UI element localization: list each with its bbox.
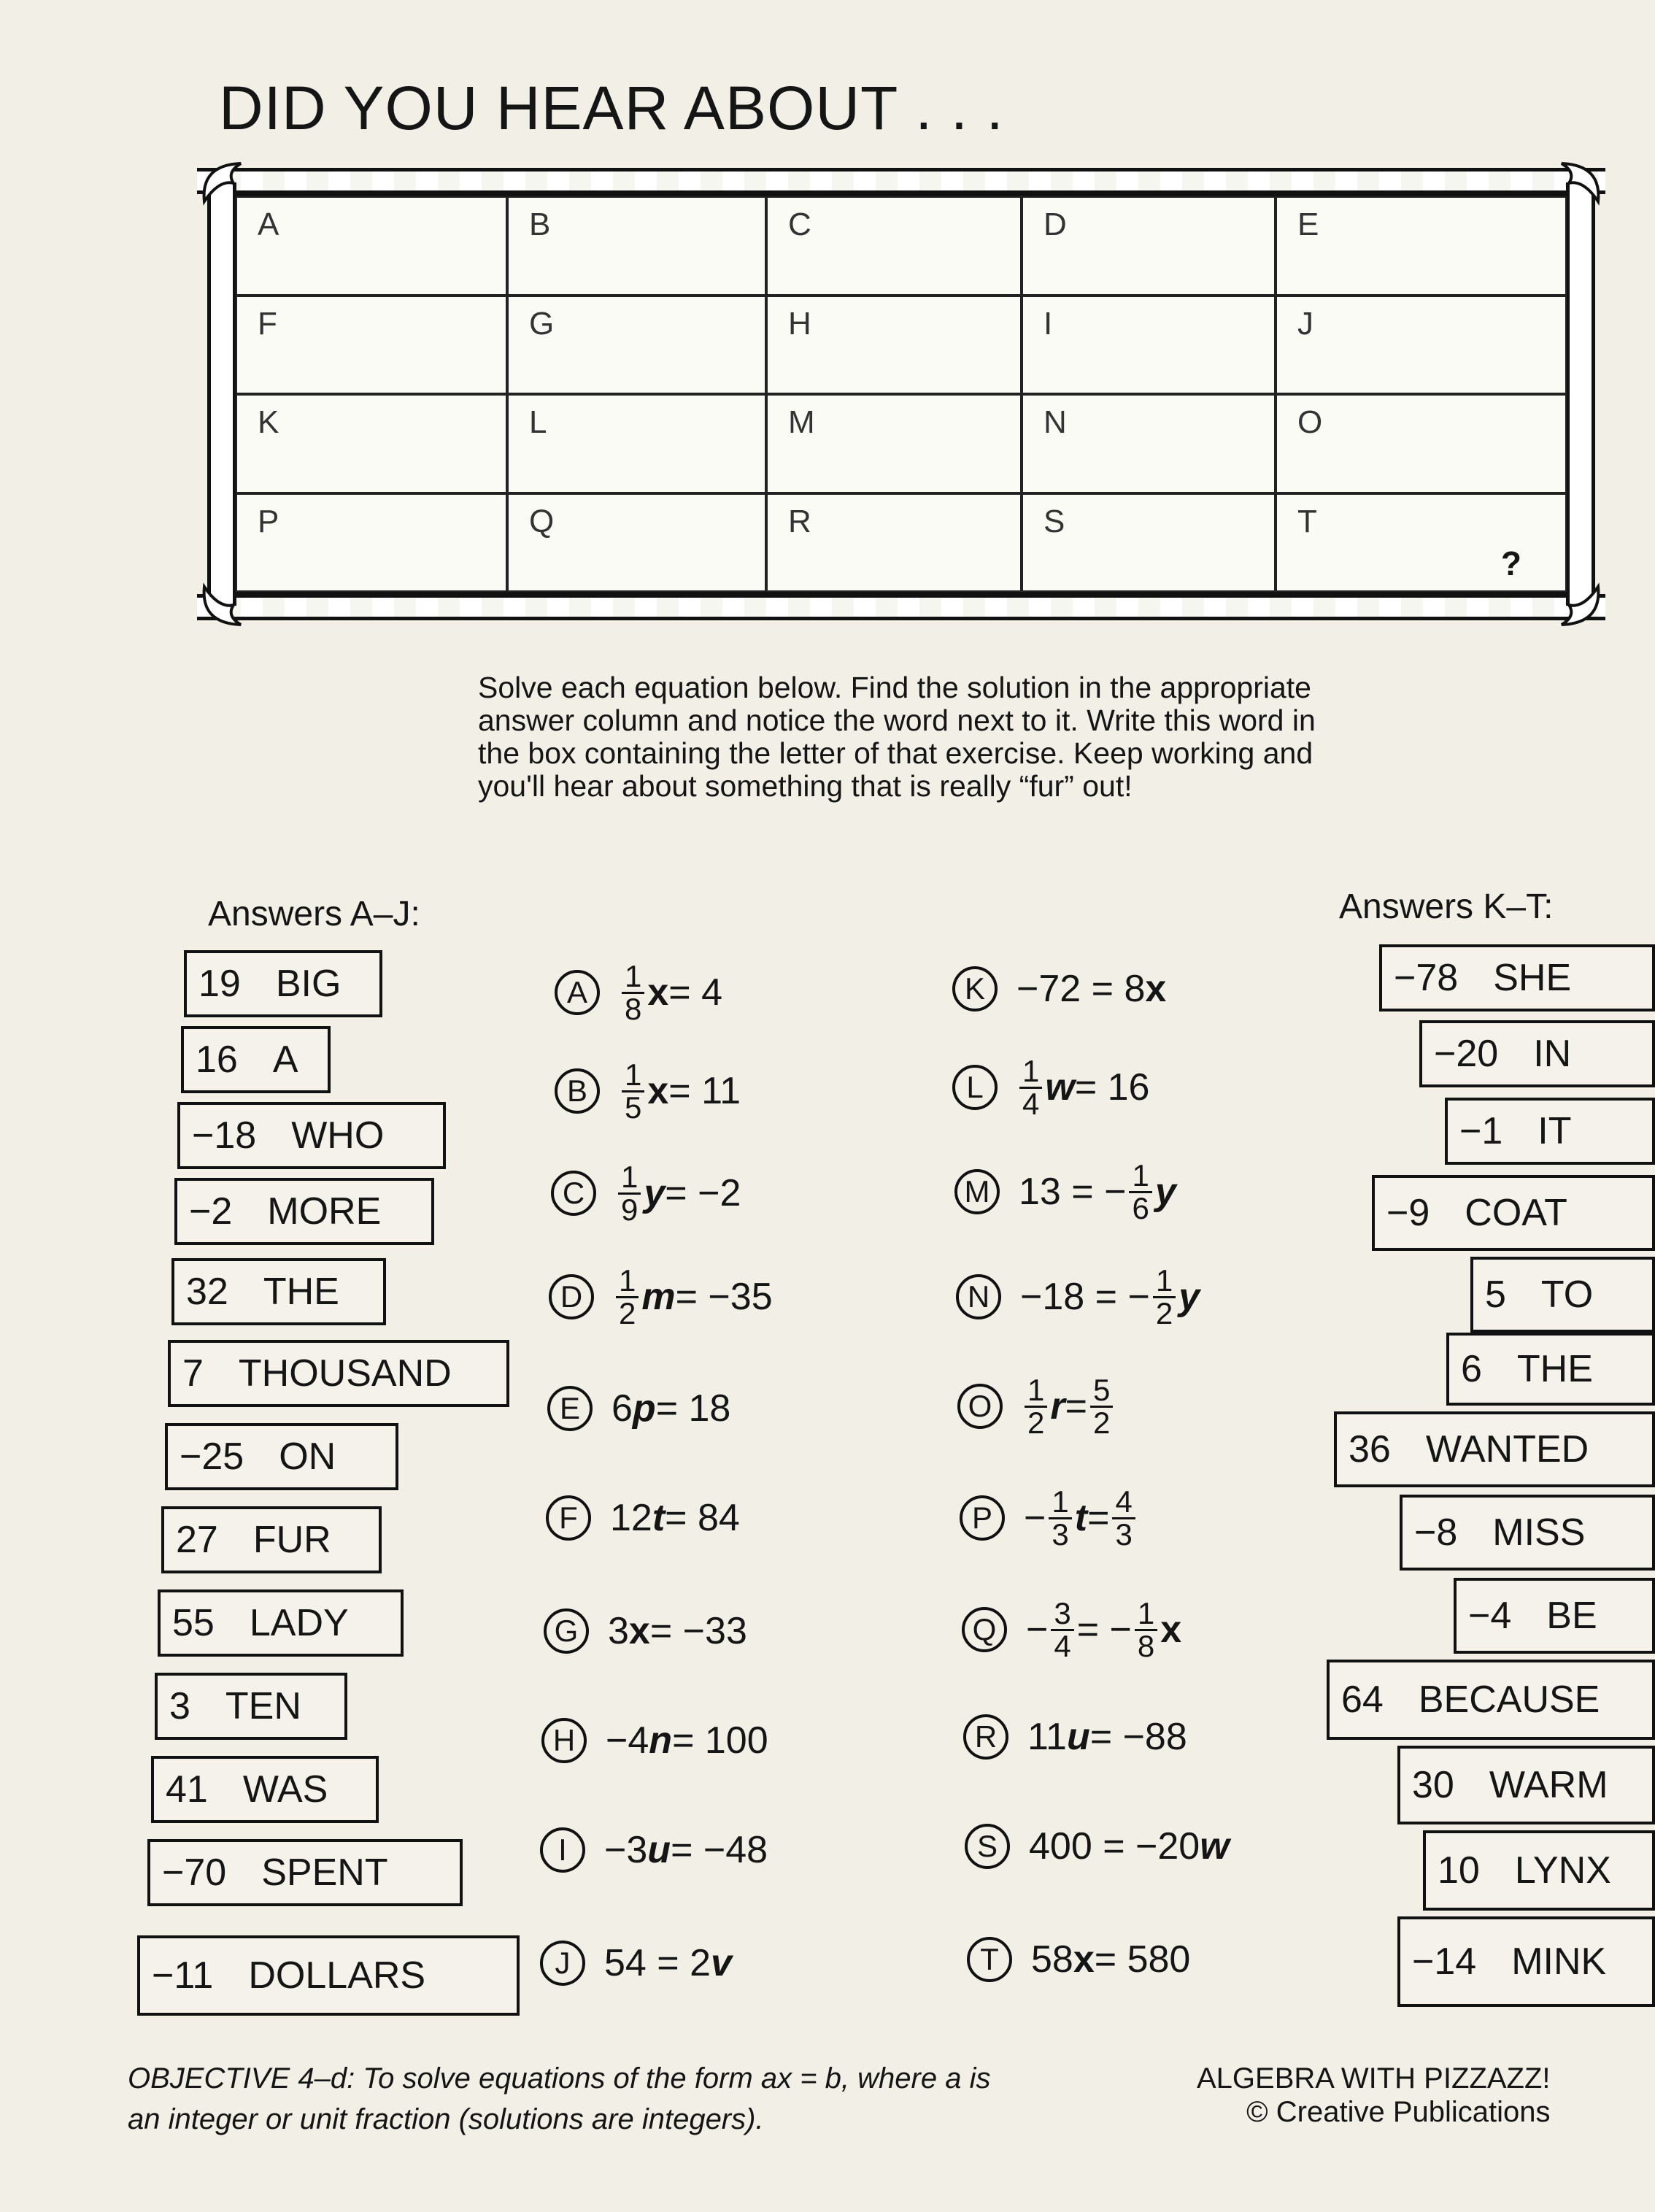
exercise-letter-badge: G — [544, 1608, 589, 1654]
equation-lhs: −18 = − — [1020, 1276, 1150, 1318]
variable: u — [1066, 1716, 1090, 1758]
numerator: 1 — [1025, 1375, 1047, 1408]
variable: n — [649, 1719, 673, 1762]
variable: y — [644, 1172, 666, 1214]
answer-box-a[interactable] — [236, 196, 507, 296]
answer-box-m[interactable] — [766, 394, 1022, 493]
answer-word: SPENT — [261, 1851, 388, 1894]
answer-option — [155, 1673, 347, 1740]
denominator: 2 — [1027, 1405, 1045, 1440]
exercise-letter-badge: L — [952, 1065, 998, 1110]
answer-word: LYNX — [1514, 1849, 1611, 1892]
equation-p — [960, 1478, 1138, 1558]
equation-rhs: = −33 — [649, 1610, 747, 1652]
answer-word: WHO — [291, 1114, 385, 1157]
numerator: 5 — [1090, 1375, 1113, 1408]
box-letter: C — [788, 207, 811, 242]
publisher-title: ALGEBRA WITH PIZZAZZ! — [1197, 2062, 1551, 2095]
fraction — [1129, 1157, 1151, 1225]
answer-scroll-frame — [197, 168, 1605, 620]
answer-box-o[interactable] — [1276, 394, 1567, 493]
answer-word: WAS — [242, 1768, 328, 1811]
numerator: 1 — [618, 1162, 641, 1195]
variable: x — [628, 1610, 650, 1652]
fraction — [1153, 1265, 1176, 1329]
exercise-letter-badge: O — [957, 1384, 1003, 1429]
equation-lhs: 54 = 2 — [604, 1942, 711, 1984]
numerator: 1 — [622, 961, 644, 994]
answer-box-k[interactable] — [236, 394, 507, 493]
answer-option — [184, 950, 382, 1017]
answer-option — [1400, 1495, 1655, 1571]
denominator: 9 — [621, 1192, 639, 1227]
question-mark: ? — [1500, 544, 1521, 582]
equation-rhs: = −2 — [665, 1172, 741, 1214]
answer-word: LADY — [249, 1602, 349, 1644]
answer-word: IN — [1533, 1033, 1572, 1075]
box-letter: B — [529, 207, 551, 242]
equation-rhs: = 18 — [655, 1387, 731, 1430]
answer-word: TEN — [225, 1685, 301, 1727]
answer-option — [171, 1258, 386, 1325]
equation-o — [957, 1366, 1116, 1446]
numerator: 1 — [1129, 1160, 1151, 1193]
answer-option — [1446, 1333, 1655, 1406]
equation-lhs: 58 — [1031, 1938, 1073, 1981]
equation-d — [549, 1257, 773, 1337]
answer-box-p[interactable] — [236, 493, 507, 593]
variable: x — [1145, 968, 1167, 1010]
scroll-left-post — [207, 182, 236, 606]
exercise-letter-badge: Q — [962, 1607, 1007, 1652]
answer-number: −8 — [1414, 1511, 1458, 1554]
denominator: 4 — [1022, 1086, 1040, 1121]
answer-option — [168, 1340, 509, 1407]
equation-lhs: 11 — [1027, 1716, 1067, 1758]
answer-number: −1 — [1459, 1110, 1503, 1152]
answers-right-heading: Answers K–T: — [1339, 887, 1554, 926]
answer-option — [174, 1178, 434, 1245]
answer-box-n[interactable] — [1022, 394, 1276, 493]
equals-sign: = − — [1076, 1608, 1132, 1651]
answer-number: −18 — [192, 1114, 257, 1157]
answer-number: 19 — [198, 963, 241, 1005]
answer-number: 30 — [1412, 1764, 1454, 1806]
answer-word: A — [272, 1038, 298, 1081]
scroll-top-bar — [197, 168, 1605, 194]
variable: t — [1074, 1497, 1088, 1539]
answer-number: 6 — [1461, 1348, 1482, 1390]
box-letter: E — [1297, 207, 1319, 242]
fraction — [622, 958, 644, 1026]
objective-line: an integer or unit fraction (solutions are integers). — [128, 2103, 764, 2135]
answer-option — [147, 1839, 463, 1906]
answer-number: 55 — [172, 1602, 215, 1644]
numerator: 1 — [1153, 1265, 1176, 1298]
answer-word: DOLLARS — [248, 1954, 426, 1997]
numerator: 1 — [1019, 1056, 1042, 1089]
exercise-letter-badge: B — [555, 1068, 600, 1114]
equation-rhs: = −48 — [671, 1829, 768, 1871]
answer-word: THE — [1516, 1348, 1593, 1390]
denominator: 2 — [619, 1295, 636, 1330]
answer-number: 3 — [169, 1685, 190, 1727]
answer-number: −9 — [1386, 1192, 1430, 1234]
denominator: 5 — [625, 1090, 642, 1125]
exercise-letter-badge: I — [540, 1827, 585, 1873]
equation-lhs: 6 — [612, 1387, 633, 1430]
answer-word: TO — [1540, 1273, 1594, 1316]
answer-option — [181, 1026, 331, 1093]
exercise-letter-badge: T — [967, 1937, 1012, 1982]
equation-i — [540, 1810, 768, 1890]
box-letter: G — [529, 305, 555, 342]
variable: t — [652, 1497, 666, 1539]
answer-box-i[interactable] — [1022, 296, 1276, 395]
exercise-letter-badge: A — [555, 970, 600, 1015]
denominator: 8 — [625, 991, 642, 1026]
answer-word: SHE — [1493, 957, 1572, 999]
answer-box-f[interactable] — [236, 296, 507, 395]
denominator: 3 — [1052, 1517, 1069, 1552]
equation-rhs: = 84 — [665, 1497, 740, 1539]
box-letter: O — [1297, 404, 1323, 440]
equation-k — [952, 949, 1166, 1029]
answer-number: −20 — [1434, 1033, 1499, 1075]
exercise-letter-badge: R — [963, 1714, 1008, 1760]
equation-lhs: −3 — [604, 1829, 648, 1871]
box-letter: F — [258, 305, 277, 342]
equation-lhs: 400 = −20 — [1029, 1825, 1200, 1868]
answer-number: 10 — [1438, 1849, 1480, 1892]
box-letter: I — [1043, 305, 1053, 342]
answer-box-l[interactable] — [507, 394, 766, 493]
exercise-letter-badge: C — [551, 1171, 596, 1216]
numerator: 1 — [1135, 1598, 1157, 1631]
answer-option — [1454, 1578, 1655, 1654]
answer-option — [1423, 1830, 1655, 1911]
publisher-copyright: © Creative Publications — [1246, 2096, 1551, 2128]
objective-text — [128, 2058, 990, 2140]
answer-box-q[interactable] — [507, 493, 766, 593]
answer-box-r[interactable] — [766, 493, 1022, 593]
answer-option — [1334, 1411, 1655, 1487]
fraction — [1049, 1484, 1071, 1552]
equals-sign: = — [1087, 1497, 1110, 1539]
answer-option — [1419, 1020, 1655, 1087]
equation-h — [541, 1700, 768, 1781]
answer-word: BE — [1546, 1595, 1597, 1637]
denominator: 2 — [1092, 1405, 1111, 1440]
fraction — [1019, 1053, 1042, 1121]
numerator: 1 — [622, 1060, 644, 1092]
equation-lhs: −72 = 8 — [1016, 968, 1146, 1010]
answer-option — [165, 1423, 398, 1490]
answer-grid — [234, 194, 1569, 594]
answer-number: −11 — [152, 1954, 214, 1997]
variable: p — [632, 1387, 656, 1430]
box-letter: J — [1297, 305, 1313, 342]
equation-s — [965, 1806, 1230, 1887]
box-letter: T — [1297, 503, 1317, 539]
answer-number: 41 — [166, 1768, 208, 1811]
answer-number: 7 — [182, 1352, 204, 1395]
answer-box-j[interactable] — [1276, 296, 1567, 395]
fraction — [616, 1265, 639, 1329]
box-letter: P — [258, 503, 279, 539]
equation-rhs: = −35 — [675, 1276, 773, 1318]
box-letter: R — [788, 503, 811, 539]
answer-word: WANTED — [1425, 1428, 1589, 1471]
equation-lhs: − — [1026, 1608, 1049, 1651]
equation-f — [546, 1478, 740, 1558]
box-letter: K — [258, 404, 279, 440]
equals-sign: = — [1065, 1385, 1087, 1427]
equation-a — [555, 952, 722, 1033]
equation-lhs: 12 — [610, 1497, 652, 1539]
box-letter: N — [1043, 404, 1067, 440]
equation-e — [547, 1368, 730, 1449]
equation-j — [540, 1923, 732, 2003]
page-title: DID YOU HEAR ABOUT . . . — [219, 74, 1004, 142]
fraction — [622, 1057, 644, 1125]
answer-word: WARM — [1489, 1764, 1608, 1806]
equation-rhs: = 100 — [672, 1719, 768, 1762]
answer-word: THOUSAND — [238, 1352, 452, 1395]
numerator: 1 — [616, 1265, 639, 1298]
equation-rhs: = 11 — [668, 1070, 741, 1112]
fraction — [1135, 1595, 1157, 1663]
publisher-credit — [1197, 2062, 1551, 2129]
equation-lhs: 13 = − — [1019, 1171, 1127, 1213]
answer-box-e[interactable] — [1276, 196, 1567, 296]
exercise-letter-badge: E — [547, 1386, 593, 1431]
box-letter: M — [788, 404, 815, 440]
equation-rhs: = 16 — [1074, 1066, 1150, 1109]
answer-number: 5 — [1485, 1273, 1506, 1316]
answer-option — [1470, 1257, 1655, 1333]
answer-box-c[interactable] — [766, 196, 1022, 296]
answer-option — [158, 1589, 404, 1657]
exercise-letter-badge: M — [954, 1169, 1000, 1214]
answer-number: −4 — [1468, 1595, 1512, 1637]
box-letter: D — [1043, 207, 1067, 242]
variable: w — [1045, 1066, 1075, 1109]
equation-lhs: −4 — [606, 1719, 649, 1762]
scroll-right-post — [1566, 182, 1595, 606]
instructions-text: Solve each equation below. Find the solution in the appropriate answer column and notice the word next to it. Write this word in the box containing the letter of that exercise. Keep working and you'll hear about something that is really “fur” out! — [478, 671, 1316, 803]
variable: x — [647, 971, 669, 1014]
exercise-letter-badge: H — [541, 1718, 587, 1763]
answer-number: 36 — [1349, 1428, 1391, 1471]
answers-left-heading: Answers A–J: — [208, 895, 420, 933]
answer-option — [1379, 944, 1655, 1011]
scroll-bottom-bar — [197, 594, 1605, 620]
variable: r — [1050, 1385, 1065, 1427]
answer-word: MISS — [1492, 1511, 1586, 1554]
box-letter: H — [788, 305, 811, 342]
answer-box-g[interactable] — [507, 296, 766, 395]
answer-option — [1327, 1660, 1655, 1740]
denominator: 3 — [1115, 1517, 1133, 1552]
box-letter: S — [1043, 503, 1065, 539]
variable: v — [711, 1942, 732, 1984]
exercise-letter-badge: J — [540, 1941, 585, 1986]
answer-box-d[interactable] — [1022, 196, 1276, 296]
equation-t — [967, 1919, 1190, 2000]
box-letter: A — [258, 207, 279, 242]
variable: u — [647, 1829, 671, 1871]
equation-c — [551, 1153, 741, 1233]
fraction — [1025, 1372, 1047, 1440]
variable: w — [1200, 1825, 1230, 1868]
equation-rhs: = 580 — [1094, 1938, 1191, 1981]
answer-option — [1397, 1746, 1655, 1824]
answer-number: −2 — [189, 1190, 233, 1233]
variable: y — [1178, 1276, 1200, 1318]
answer-number: −78 — [1394, 957, 1459, 999]
exercise-letter-badge: D — [549, 1274, 594, 1319]
answer-option — [161, 1506, 382, 1573]
answer-option — [1372, 1175, 1655, 1251]
answer-number: −14 — [1412, 1941, 1477, 1983]
answer-word: FUR — [252, 1519, 331, 1561]
denominator: 4 — [1054, 1628, 1071, 1663]
answer-word: MINK — [1511, 1941, 1607, 1983]
exercise-letter-badge: S — [965, 1824, 1010, 1869]
answer-option — [1397, 1916, 1655, 2007]
answer-number: 16 — [196, 1038, 238, 1081]
answer-number: 64 — [1341, 1679, 1384, 1721]
variable: x — [1073, 1938, 1095, 1981]
answer-option — [151, 1756, 379, 1823]
answer-option — [1445, 1098, 1655, 1165]
fraction — [618, 1159, 641, 1227]
answer-option — [137, 1935, 520, 2016]
equation-m — [954, 1152, 1176, 1232]
answer-number: 32 — [186, 1271, 228, 1313]
numerator: 3 — [1051, 1598, 1073, 1631]
fraction — [1090, 1372, 1113, 1440]
equation-g — [544, 1591, 747, 1671]
denominator: 8 — [1137, 1628, 1155, 1663]
answer-number: −25 — [180, 1436, 244, 1478]
variable: y — [1154, 1171, 1176, 1213]
equation-lhs: − — [1024, 1497, 1046, 1539]
answer-number: −70 — [162, 1851, 227, 1894]
answer-word: ON — [279, 1436, 336, 1478]
variable: x — [1160, 1608, 1182, 1651]
equation-r — [963, 1697, 1187, 1777]
answer-word: BECAUSE — [1418, 1679, 1600, 1721]
equation-rhs: = 4 — [668, 971, 723, 1014]
answer-word: BIG — [275, 963, 342, 1005]
answer-number: 27 — [176, 1519, 218, 1561]
exercise-letter-badge: N — [956, 1274, 1001, 1319]
denominator: 2 — [1155, 1295, 1173, 1330]
equation-q — [962, 1589, 1181, 1670]
box-letter: L — [529, 404, 547, 440]
answer-word: MORE — [267, 1190, 382, 1233]
answer-box-t[interactable] — [1276, 493, 1567, 593]
exercise-letter-badge: P — [960, 1495, 1005, 1541]
answer-box-s[interactable] — [1022, 493, 1276, 593]
equation-n — [956, 1257, 1200, 1337]
equation-b — [555, 1051, 741, 1131]
answer-option — [177, 1102, 446, 1169]
equation-lhs: 3 — [608, 1610, 629, 1652]
answer-word: COAT — [1465, 1192, 1567, 1234]
numerator: 4 — [1112, 1487, 1135, 1519]
variable: x — [647, 1070, 669, 1112]
box-letter: Q — [529, 503, 555, 539]
objective-line: OBJECTIVE 4–d: To solve equations of the form ax = b, where a is — [128, 2062, 991, 2095]
variable: m — [641, 1276, 676, 1318]
exercise-letter-badge: K — [952, 966, 998, 1011]
answer-box-h[interactable] — [766, 296, 1022, 395]
denominator: 6 — [1132, 1190, 1149, 1225]
exercise-letter-badge: F — [546, 1495, 591, 1541]
answer-word: IT — [1538, 1110, 1572, 1152]
equation-l — [952, 1047, 1149, 1128]
numerator: 1 — [1049, 1487, 1071, 1519]
answer-box-b[interactable] — [507, 196, 766, 296]
answer-word: THE — [263, 1271, 339, 1313]
fraction — [1112, 1484, 1135, 1552]
equation-rhs: = −88 — [1089, 1716, 1187, 1758]
fraction — [1051, 1595, 1073, 1663]
